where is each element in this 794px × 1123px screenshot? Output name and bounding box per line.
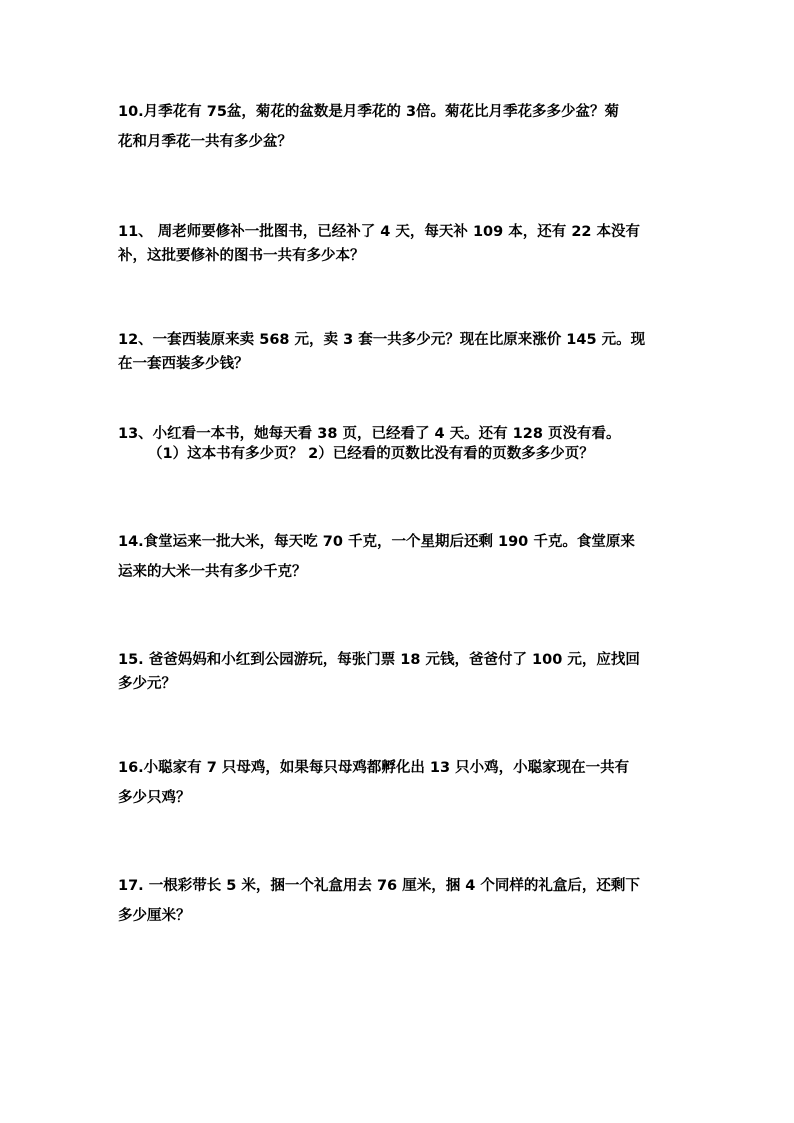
problem-10-line-2: 花和月季花一共有多少盆？ — [118, 134, 292, 150]
problem-14-line-1: 14.食堂运来一批大米，每天吃 70 千克，一个星期后还剩 190 千克。食堂原来 — [118, 534, 635, 550]
problem-13-line-2: （1）这本书有多少页？ 2）已经看的页数比没有看的页数多多少页？ — [148, 446, 594, 462]
problem-15 — [118, 650, 678, 694]
problem-15-line-2: 多少元？ — [118, 676, 176, 692]
problem-14 — [118, 532, 678, 582]
problem-16-line-1: 16.小聪家有 7 只母鸡，如果每只母鸡都孵化出 13 只小鸡，小聪家现在一共有 — [118, 760, 630, 776]
problem-12-line-1: 12、一套西装原来卖 568 元，卖 3 套一共多少元？现在比原来涨价 145 元。现 — [118, 332, 646, 348]
problem-11-line-2: 补，这批要修补的图书一共有多少本？ — [118, 248, 365, 264]
problem-16-line-2: 多少只鸡？ — [118, 790, 191, 806]
problem-10-line-1: 10.月季花有 75盆，菊花的盆数是月季花的 3倍。菊花比月季花多多少盆？菊 — [118, 104, 620, 120]
problem-12-line-2: 在一套西装多少钱？ — [118, 356, 249, 372]
problem-15-line-1: 15. 爸爸妈妈和小红到公园游玩，每张门票 18 元钱，爸爸付了 100 元，应找回 — [118, 652, 640, 668]
problem-13 — [118, 424, 678, 464]
problem-14-line-2: 运来的大米一共有多少千克？ — [118, 564, 307, 580]
problem-17-line-2: 多少厘米？ — [118, 908, 191, 924]
problem-16 — [118, 758, 678, 808]
problem-17-line-1: 17. 一根彩带长 5 米，捆一个礼盒用去 76 厘米，捆 4 个同样的礼盒后，还剩下 — [118, 878, 640, 894]
problem-10 — [118, 102, 678, 152]
problem-11-line-1: 11、 周老师要修补一批图书，已经补了 4 天，每天补 109 本，还有 22 本没有 — [118, 224, 641, 240]
problem-13-line-1: 13、小红看一本书，她每天看 38 页，已经看了 4 天。还有 128 页没有看。 — [118, 426, 621, 442]
problem-17 — [118, 876, 678, 926]
problem-11 — [118, 222, 678, 266]
problem-12 — [118, 330, 678, 374]
